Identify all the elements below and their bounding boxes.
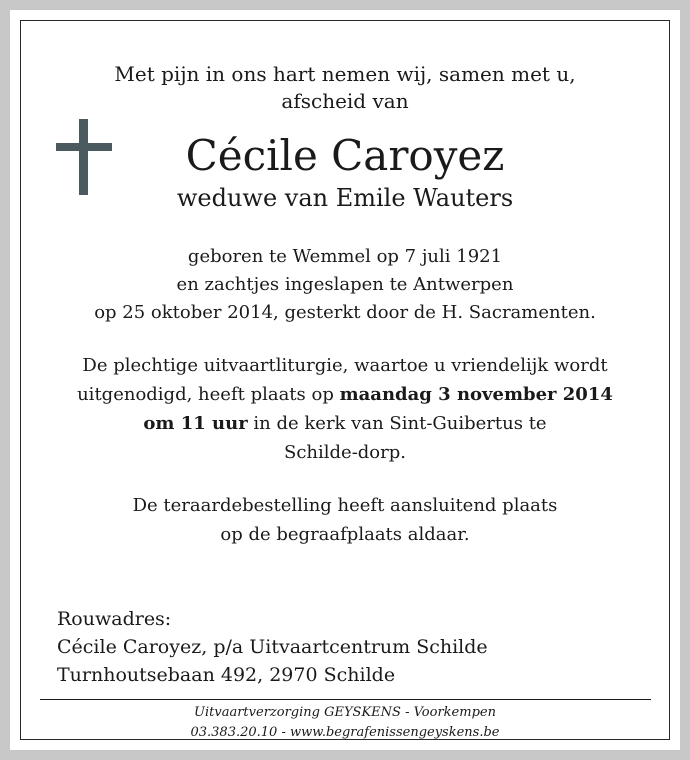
intro-line-1: Met pijn in ons hart nemen wij, samen met u, [114,62,576,86]
address-line-2: Turnhoutsebaan 492, 2970 Schilde [57,664,396,686]
intro-line-2: afscheid van [281,89,409,113]
burial-text [21,491,669,549]
notice-card [20,20,670,740]
intro-text [21,61,669,115]
deceased-name: Cécile Caroyez [185,131,505,180]
mourning-address [57,605,488,689]
service-date: maandag 3 november 2014 [339,384,613,405]
service-line-2: uitgenodigd, heeft plaats op maandag 3 november 2014 [77,384,613,405]
footer-divider [40,699,651,700]
service-line-4: Schilde-dorp. [284,442,406,463]
birth-line-2: en zachtjes ingeslapen te Antwerpen [176,274,514,295]
service-line-1: De plechtige uitvaartliturgie, waartoe u vriendelijk wordt [82,355,608,376]
spouse-line: weduwe van Emile Wauters [176,184,514,212]
address-line-1: Cécile Caroyez, p/a Uitvaartcentrum Schilde [57,636,488,658]
burial-line-1: De teraardebestelling heeft aansluitend plaats [132,495,558,516]
birth-death-text [21,243,669,327]
service-line-3: om 11 uur in de kerk van Sint-Guibertus te [143,413,547,434]
birth-line-3: op 25 oktober 2014, gesterkt door de H. Sacramenten. [94,302,596,323]
funeral-home-footer [21,703,669,740]
service-time: om 11 uur [143,413,248,434]
service-text [21,351,669,467]
footer-company: Uitvaartverzorging GEYSKENS - Voorkempen [194,705,496,720]
burial-line-2: op de begraafplaats aldaar. [220,524,470,545]
address-label: Rouwadres: [57,608,172,630]
birth-line-1: geboren te Wemmel op 7 juli 1921 [187,246,503,267]
footer-contact: 03.383.20.10 - www.begrafenissengeyskens.be [190,725,500,740]
